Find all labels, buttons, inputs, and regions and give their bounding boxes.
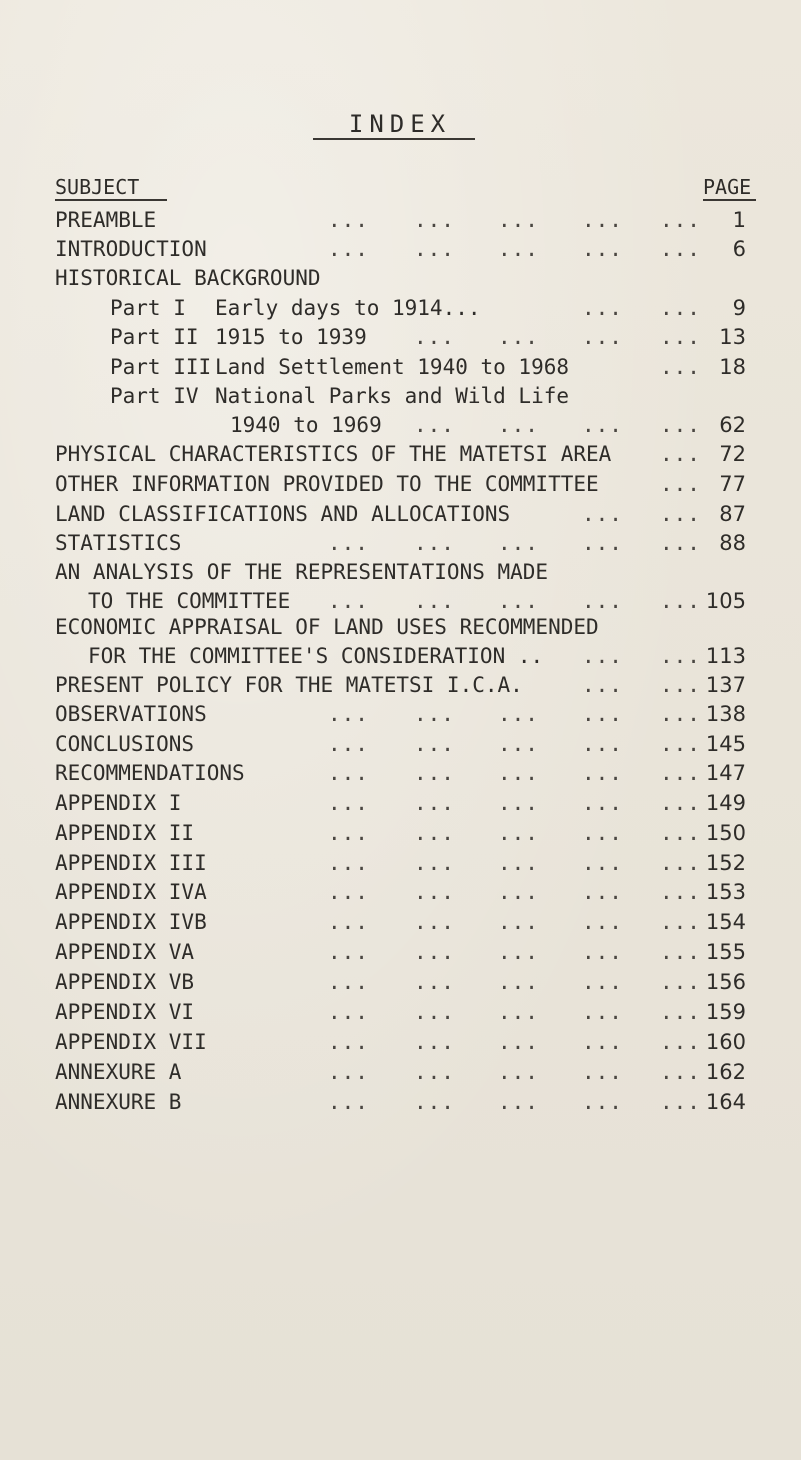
leader-dots: ... <box>660 355 701 379</box>
index-entry <box>0 1030 801 1058</box>
leader-dots: ... <box>582 589 623 613</box>
leader-dots: ... <box>498 910 539 934</box>
page-number: 156 <box>705 970 746 994</box>
leader-dots: ... <box>582 821 623 845</box>
leader-dots: ... <box>582 673 623 697</box>
page-number: 13 <box>719 325 746 349</box>
leader-dots: ... <box>582 910 623 934</box>
page-column-header: PAGE <box>703 175 752 199</box>
page-number: 153 <box>705 880 746 904</box>
leader-dots: ... <box>414 1000 455 1024</box>
part-number: Part II <box>110 325 199 349</box>
leader-dots: ... <box>414 589 455 613</box>
subject-header-underline <box>55 199 167 201</box>
leader-dots: ... <box>582 761 623 785</box>
leader-dots: ... <box>498 208 539 232</box>
leader-dots: ... <box>414 821 455 845</box>
page-number: 87 <box>719 502 746 526</box>
page-number: 62 <box>719 413 746 437</box>
leader-dots: ... <box>582 702 623 726</box>
entry-label: PRESENT POLICY FOR THE MATETSI I.C.A. <box>55 673 523 697</box>
page-number: 18 <box>719 355 746 379</box>
leader-dots: ... <box>414 940 455 964</box>
entry-label: APPENDIX VA <box>55 940 195 964</box>
entry-label: OTHER INFORMATION PROVIDED TO THE COMMITTEE <box>55 472 599 496</box>
leader-dots: ... <box>328 208 369 232</box>
index-entry <box>0 502 801 530</box>
leader-dots: ... <box>414 237 455 261</box>
index-entry <box>0 296 801 324</box>
leader-dots: ... <box>660 880 701 904</box>
index-entry <box>0 1060 801 1088</box>
leader-dots: ... <box>414 761 455 785</box>
leader-dots: ... <box>660 761 701 785</box>
leader-dots: ... <box>660 208 701 232</box>
entry-label: RECOMMENDATIONS <box>55 761 245 785</box>
leader-dots: ... <box>660 732 701 756</box>
leader-dots: ... <box>414 1090 455 1114</box>
leader-dots: ... <box>328 880 369 904</box>
index-entry <box>0 910 801 938</box>
entry-label: AN ANALYSIS OF THE REPRESENTATIONS MADE <box>55 560 549 584</box>
page-header-underline <box>703 199 756 201</box>
index-entry <box>0 732 801 760</box>
entry-label: APPENDIX IVA <box>55 880 207 904</box>
index-entry <box>0 791 801 819</box>
entry-label: LAND CLASSIFICATIONS AND ALLOCATIONS <box>55 502 511 526</box>
entry-label: APPENDIX III <box>55 851 207 875</box>
leader-dots: ... <box>328 589 369 613</box>
leader-dots: ... <box>328 531 369 555</box>
leader-dots: ... <box>660 970 701 994</box>
leader-dots: ... <box>582 940 623 964</box>
leader-dots: ... <box>328 761 369 785</box>
index-entry <box>0 531 801 559</box>
index-entry <box>0 1000 801 1028</box>
leader-dots: ... <box>660 1000 701 1024</box>
leader-dots: ... <box>660 851 701 875</box>
leader-dots: ... <box>414 970 455 994</box>
index-entry <box>0 442 801 470</box>
leader-dots: ... <box>414 910 455 934</box>
entry-label-continued: TO THE COMMITTEE <box>88 589 291 613</box>
leader-dots: ... <box>498 791 539 815</box>
entry-label: APPENDIX VI <box>55 1000 195 1024</box>
leader-dots: ... <box>498 851 539 875</box>
leader-dots: ... <box>660 702 701 726</box>
page-number: 145 <box>705 732 746 756</box>
leader-dots: ... <box>328 732 369 756</box>
part-number: Part I <box>110 296 186 320</box>
leader-dots: ... <box>498 702 539 726</box>
leader-dots: ... <box>328 970 369 994</box>
entry-label: OBSERVATIONS <box>55 702 207 726</box>
leader-dots: ... <box>660 442 701 466</box>
leader-dots: ... <box>582 851 623 875</box>
leader-dots: ... <box>414 702 455 726</box>
leader-dots: ... <box>328 851 369 875</box>
entry-label: ANNEXURE B <box>55 1090 182 1114</box>
entry-label-continued: FOR THE COMMITTEE'S CONSIDERATION .. <box>88 644 544 668</box>
leader-dots: ... <box>582 970 623 994</box>
index-entry <box>0 266 801 294</box>
leader-dots: ... <box>414 325 455 349</box>
leader-dots: ... <box>498 732 539 756</box>
leader-dots: ... <box>498 1060 539 1084</box>
page-number: 113 <box>705 644 746 668</box>
entry-label: PHYSICAL CHARACTERISTICS OF THE MATETSI AREA <box>55 442 612 466</box>
index-entry <box>0 237 801 265</box>
leader-dots: ... <box>328 702 369 726</box>
title-underline <box>313 138 475 140</box>
leader-dots: ... <box>660 1060 701 1084</box>
page-number: 162 <box>705 1060 746 1084</box>
entry-label: APPENDIX I <box>55 791 182 815</box>
leader-dots: ... <box>414 851 455 875</box>
part-description: Early days to 1914... <box>215 296 481 320</box>
page-number: 154 <box>705 910 746 934</box>
leader-dots: ... <box>660 1090 701 1114</box>
page-number: 6 <box>732 237 746 261</box>
leader-dots: ... <box>660 472 701 496</box>
index-entry <box>0 560 801 613</box>
leader-dots: ... <box>660 791 701 815</box>
leader-dots: ... <box>328 1000 369 1024</box>
leader-dots: ... <box>660 644 701 668</box>
leader-dots: ... <box>582 1060 623 1084</box>
page-number: 149 <box>705 791 746 815</box>
entry-label: INTRODUCTION <box>55 237 207 261</box>
leader-dots: ... <box>328 910 369 934</box>
leader-dots: ... <box>498 1000 539 1024</box>
page-number: 152 <box>705 851 746 875</box>
leader-dots: ... <box>582 208 623 232</box>
page-title: INDEX <box>348 110 452 138</box>
leader-dots: ... <box>414 413 455 437</box>
page-number: 1 <box>732 208 746 232</box>
leader-dots: ... <box>660 325 701 349</box>
leader-dots: ... <box>414 531 455 555</box>
leader-dots: ... <box>328 940 369 964</box>
page-number: 147 <box>705 761 746 785</box>
leader-dots: ... <box>328 237 369 261</box>
leader-dots: ... <box>582 502 623 526</box>
leader-dots: ... <box>498 531 539 555</box>
index-entry <box>0 821 801 849</box>
leader-dots: ... <box>414 732 455 756</box>
leader-dots: ... <box>660 589 701 613</box>
leader-dots: ... <box>328 1060 369 1084</box>
entry-label: ECONOMIC APPRAISAL OF LAND USES RECOMMENDED <box>55 615 599 639</box>
entry-label: CONCLUSIONS <box>55 732 195 756</box>
leader-dots: ... <box>498 237 539 261</box>
leader-dots: ... <box>328 821 369 845</box>
page-number: 164 <box>705 1090 746 1114</box>
leader-dots: ... <box>498 589 539 613</box>
leader-dots: ... <box>498 761 539 785</box>
leader-dots: ... <box>582 531 623 555</box>
entry-label: APPENDIX IVB <box>55 910 207 934</box>
page-number: 137 <box>705 673 746 697</box>
part-description-continued: 1940 to 1969 <box>230 413 382 437</box>
page-number: 72 <box>719 442 746 466</box>
leader-dots: ... <box>582 296 623 320</box>
part-description: Land Settlement 1940 to 1968 <box>215 355 570 379</box>
page-number: 155 <box>705 940 746 964</box>
leader-dots: ... <box>582 1030 623 1054</box>
leader-dots: ... <box>582 880 623 904</box>
page-number: 9 <box>732 296 746 320</box>
leader-dots: ... <box>660 910 701 934</box>
leader-dots: ... <box>498 821 539 845</box>
leader-dots: ... <box>582 732 623 756</box>
index-entry <box>0 208 801 236</box>
index-entry <box>0 615 801 668</box>
page-number: 77 <box>719 472 746 496</box>
leader-dots: ... <box>660 413 701 437</box>
entry-label: PREAMBLE <box>55 208 157 232</box>
index-entry <box>0 970 801 998</box>
page-number: 88 <box>719 531 746 555</box>
page-number: 138 <box>705 702 746 726</box>
leader-dots: ... <box>660 821 701 845</box>
leader-dots: ... <box>498 1090 539 1114</box>
leader-dots: ... <box>660 502 701 526</box>
part-description: National Parks and Wild Life <box>215 384 570 408</box>
leader-dots: ... <box>498 940 539 964</box>
leader-dots: ... <box>414 880 455 904</box>
leader-dots: ... <box>582 237 623 261</box>
index-entry <box>0 940 801 968</box>
leader-dots: ... <box>660 940 701 964</box>
subject-column-header: SUBJECT <box>55 175 140 199</box>
leader-dots: ... <box>498 1030 539 1054</box>
leader-dots: ... <box>328 1090 369 1114</box>
entry-label: APPENDIX VB <box>55 970 195 994</box>
leader-dots: ... <box>582 791 623 815</box>
leader-dots: ... <box>582 1090 623 1114</box>
page-number: 105 <box>705 589 746 613</box>
leader-dots: ... <box>660 1030 701 1054</box>
index-entry <box>0 325 801 353</box>
leader-dots: ... <box>660 531 701 555</box>
leader-dots: ... <box>414 1030 455 1054</box>
leader-dots: ... <box>414 208 455 232</box>
leader-dots: ... <box>498 880 539 904</box>
leader-dots: ... <box>582 325 623 349</box>
leader-dots: ... <box>414 1060 455 1084</box>
leader-dots: ... <box>328 1030 369 1054</box>
index-entry <box>0 472 801 500</box>
part-description: 1915 to 1939 <box>215 325 367 349</box>
leader-dots: ... <box>414 791 455 815</box>
index-entry <box>0 880 801 908</box>
index-entry <box>0 355 801 383</box>
page-number: 150 <box>705 821 746 845</box>
leader-dots: ... <box>498 325 539 349</box>
page-number: 160 <box>705 1030 746 1054</box>
index-entry <box>0 384 801 437</box>
leader-dots: ... <box>660 237 701 261</box>
index-entry <box>0 1090 801 1118</box>
entry-label: HISTORICAL BACKGROUND <box>55 266 321 290</box>
entry-label: APPENDIX II <box>55 821 195 845</box>
leader-dots: ... <box>582 1000 623 1024</box>
leader-dots: ... <box>498 413 539 437</box>
leader-dots: ... <box>660 296 701 320</box>
index-entry <box>0 673 801 701</box>
leader-dots: ... <box>582 644 623 668</box>
leader-dots: ... <box>660 673 701 697</box>
leader-dots: ... <box>328 791 369 815</box>
entry-label: ANNEXURE A <box>55 1060 182 1084</box>
page-number: 159 <box>705 1000 746 1024</box>
part-number: Part IV <box>110 384 199 408</box>
index-entry <box>0 702 801 730</box>
index-entry <box>0 761 801 789</box>
part-number: Part III <box>110 355 212 379</box>
index-entry <box>0 851 801 879</box>
leader-dots: ... <box>498 970 539 994</box>
leader-dots: ... <box>582 413 623 437</box>
entry-label: APPENDIX VII <box>55 1030 207 1054</box>
entry-label: STATISTICS <box>55 531 182 555</box>
